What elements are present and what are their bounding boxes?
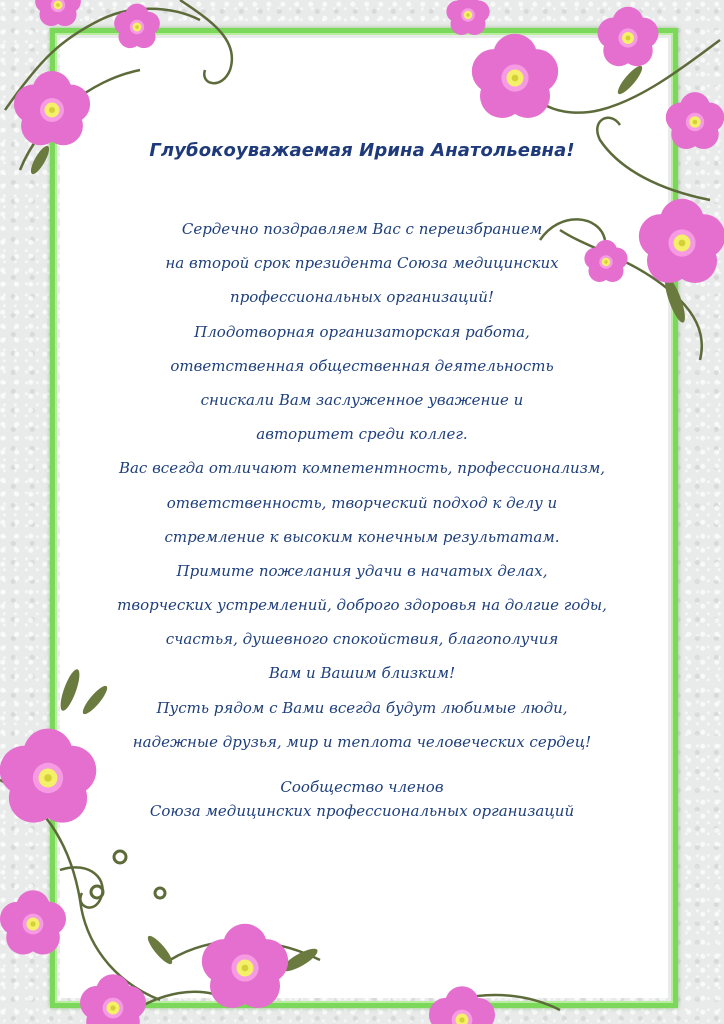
flower <box>35 0 81 26</box>
letter-line: Плодотворная организаторская работа, <box>194 322 530 341</box>
letter-line: ответственность, творческий подход к делу и <box>166 493 558 512</box>
letter-line: счастья, душевного спокойствия, благополучия <box>165 630 559 649</box>
letter-body <box>0 212 724 759</box>
letter-line: профессиональных организаций! <box>230 288 494 307</box>
letter-line: Вас всегда отличают компетентность, профессионализм, <box>118 459 606 478</box>
signature-line-2: Союза медицинских профессиональных организаций <box>149 802 575 820</box>
letter-line: на второй срок президента Союза медицинских <box>165 254 559 273</box>
letter-line: стремление к высоким конечным результатам. <box>164 527 560 546</box>
letter-line: Сердечно поздравляем Вас с переизбранием <box>181 220 543 238</box>
letter-line: Примите пожелания удачи в начатых делах, <box>176 561 548 580</box>
letter-line: авторитет среди коллег. <box>256 425 468 444</box>
salutation: Глубокоуважаемая Ирина Анатольевна! <box>149 140 575 161</box>
letter-line: ответственная общественная деятельность <box>170 356 554 375</box>
letter-line: Вам и Вашим близким! <box>268 664 456 683</box>
letter-line: снискали Вам заслуженное уважение и <box>200 390 524 409</box>
letter-line: надежные друзья, мир и теплота человеческих сердец! <box>132 732 592 751</box>
letter-line: Пусть рядом с Вами всегда будут любимые люди, <box>156 698 568 717</box>
signature-block <box>0 775 724 823</box>
letter-line: творческих устремлений, доброго здоровья на долгие годы, <box>117 596 607 615</box>
signature-line-1: Сообщество членов <box>280 778 444 796</box>
